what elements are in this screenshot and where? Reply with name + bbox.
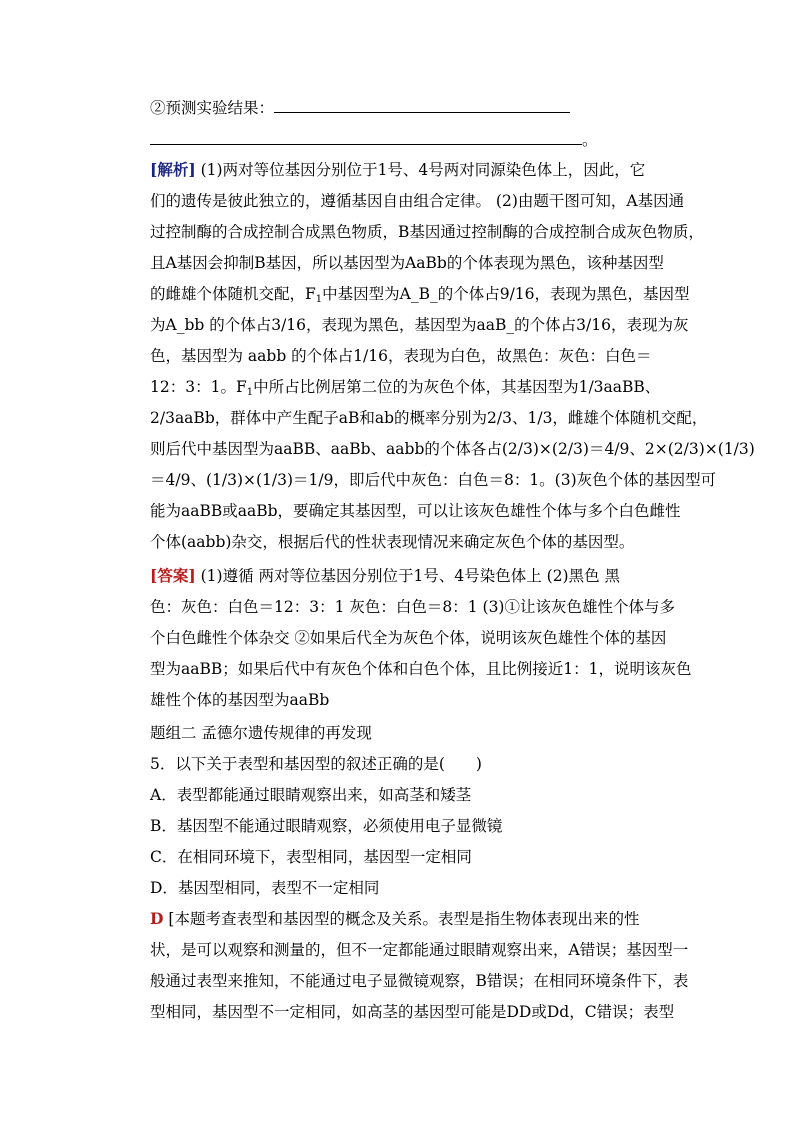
analysis-text: 中基因型为A_B_的个体占9/16，表现为黑色，基因型 bbox=[322, 285, 690, 303]
analysis-line-1 bbox=[150, 160, 678, 180]
solution-line-1 bbox=[150, 909, 678, 929]
answer-text: 型为aaBB；如果后代中有灰色个体和白色个体，且比例接近1：1，说明该灰色 bbox=[150, 660, 692, 678]
solution-line-2 bbox=[150, 940, 689, 960]
analysis-line-5 bbox=[150, 284, 690, 305]
question-stem: 5．以下关于表型和基因型的叙述正确的是( ) bbox=[150, 755, 482, 773]
analysis-text: 们的遗传是彼此独立的，遵循基因自由组合定律。 (2)由题干图可知，A基因通 bbox=[150, 192, 685, 210]
solution-line-3 bbox=[150, 971, 689, 991]
analysis-text: 且A基因会抑制B基因，所以基因型为AaBb的个体表现为黑色，该种基因型 bbox=[150, 254, 664, 272]
analysis-line-11 bbox=[150, 470, 717, 490]
analysis-text: ＝4/9、(1/3)×(1/3)＝1/9，即后代中灰色：白色＝8：1。(3)灰色个体的基因型可 bbox=[150, 471, 717, 489]
group-heading: 题组二 孟德尔遗传规律的再发现 bbox=[150, 724, 372, 742]
analysis-text: (1)两对等位基因分别位于1号、4号两对同源染色体上，因此，它 bbox=[200, 161, 646, 179]
analysis-line-6 bbox=[150, 315, 689, 335]
answer-line-5 bbox=[150, 690, 678, 710]
analysis-text: 为A_bb 的个体占3/16，表现为黑色，基因型为aaB_的个体占3/16，表现为灰 bbox=[150, 316, 689, 334]
analysis-text: 2/3aaBb，群体中产生配子aB和ab的概率分别为2/3、1/3，雌雄个体随机交配， bbox=[150, 409, 708, 427]
analysis-line-9 bbox=[150, 408, 708, 428]
solution-text: 状，是可以观察和测量的，但不一定都能通过眼睛观察出来，A错误；基因型一 bbox=[150, 941, 689, 959]
analysis-text: 12：3：1。F bbox=[150, 378, 247, 396]
answer-line-2 bbox=[150, 597, 678, 617]
solution-answer-letter: D bbox=[150, 909, 164, 928]
predict-line bbox=[150, 98, 678, 118]
answer-blank-2 bbox=[150, 130, 582, 145]
solution-text: 般通过表型来推知，不能通过电子显微镜观察，B错误；在相同环境条件下，表 bbox=[150, 972, 689, 990]
analysis-line-2 bbox=[150, 191, 685, 211]
predict-label: ②预测实验结果： bbox=[150, 99, 275, 117]
option-b: B．基因型不能通过眼睛观察，必须使用电子显微镜 bbox=[150, 817, 503, 835]
answer-line-1 bbox=[150, 566, 678, 586]
subscript: 1 bbox=[315, 294, 323, 305]
solution-text: [本题考查表型和基因型的概念及关系。表型是指生物体表现出来的性 bbox=[168, 910, 640, 928]
analysis-line-12 bbox=[150, 501, 681, 521]
analysis-text: 则后代中基因型为aaBB、aaBb、aabb的个体各占(2/3)×(2/3)＝4/9、2×(2/3)×(1/3) bbox=[150, 440, 755, 458]
answer-text: (1)遵循 两对等位基因分别位于1号、4号染色体上 (2)黑色 黑 bbox=[200, 567, 621, 585]
analysis-line-8 bbox=[150, 377, 678, 397]
option-c: C．在相同环境下，表型相同，基因型一定相同 bbox=[150, 848, 472, 866]
answer-tag: [答案] bbox=[150, 566, 196, 585]
predict-line-2 bbox=[150, 130, 678, 150]
analysis-tag: [解析] bbox=[150, 160, 196, 179]
option-d: D．基因型相同，表型不一定相同 bbox=[150, 879, 380, 897]
solution-text: 型相同，基因型不一定相同，如高茎的基因型可能是DD或Dd，C错误；表型 bbox=[150, 1003, 675, 1021]
analysis-line-13 bbox=[150, 532, 678, 552]
answer-line-3 bbox=[150, 628, 678, 648]
answer-text: 个白色雌性个体杂交 ②如果后代全为灰色个体，说明该灰色雄性个体的基因 bbox=[150, 629, 667, 647]
analysis-text: 中所占比例居第二位的为灰色个体，其基因型为1/3aaBB、 bbox=[253, 378, 661, 396]
analysis-line-10 bbox=[150, 439, 755, 459]
solution-line-4 bbox=[150, 1002, 678, 1022]
analysis-line-3 bbox=[150, 222, 704, 242]
analysis-line-4 bbox=[150, 253, 678, 273]
analysis-text: 过控制酶的合成控制合成黑色物质，B基因通过控制酶的合成控制合成灰色物质， bbox=[150, 223, 704, 241]
option-a: A．表型都能通过眼睛观察出来，如高茎和矮茎 bbox=[150, 786, 472, 804]
answer-line-4 bbox=[150, 659, 692, 679]
predict-end: 。 bbox=[582, 131, 598, 149]
answer-blank-1 bbox=[274, 98, 570, 113]
analysis-text: 的雌雄个体随机交配，F bbox=[150, 285, 316, 303]
analysis-text: 能为aaBB或aaBb，要确定其基因型，可以让该灰色雄性个体与多个白色雌性 bbox=[150, 502, 681, 520]
analysis-text: 个体(aabb)杂交，根据后代的性状表现情况来确定灰色个体的基因型。 bbox=[150, 533, 635, 551]
subscript: 1 bbox=[246, 387, 254, 398]
answer-text: 雄性个体的基因型为aaBb bbox=[150, 691, 330, 709]
analysis-line-7 bbox=[150, 346, 678, 366]
answer-text: 色：灰色：白色＝12：3：1 灰色：白色＝8：1 (3)①让该灰色雄性个体与多 bbox=[150, 598, 675, 616]
analysis-text: 色，基因型为 aabb 的个体占1/16，表现为白色，故黑色：灰色：白色＝ bbox=[150, 347, 652, 365]
